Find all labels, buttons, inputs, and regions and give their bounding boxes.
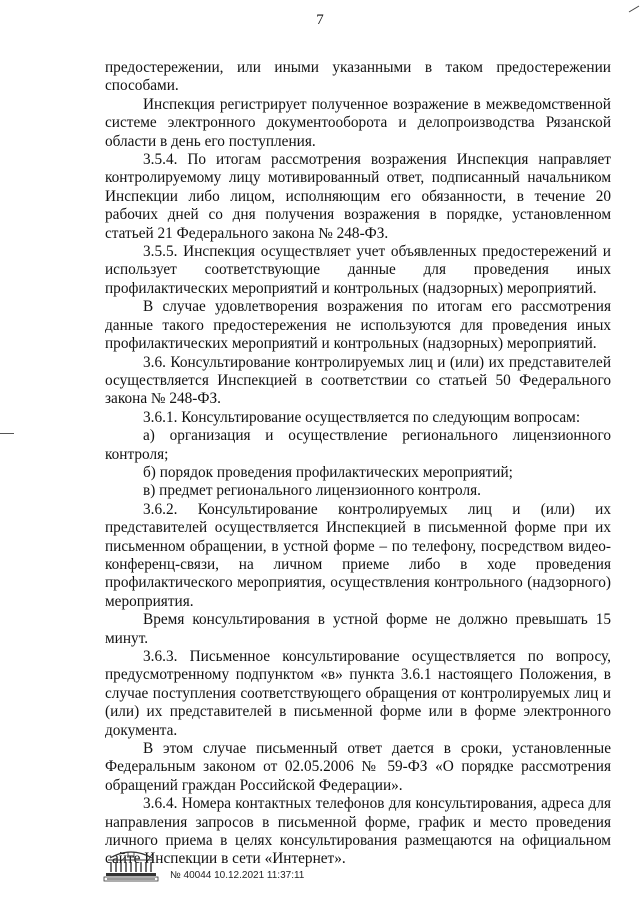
paragraph-3-6: 3.6. Консультирование контролируемых лиц и (или) их представителей осуществляется Инспекцией в соответствии со статьей 50 Федерального закона № 248-ФЗ. (105, 353, 611, 408)
paragraph-registration: Инспекция регистрирует полученное возражение в межведомственной системе электронного документооборота и делопроизводства Рязанской области в день его поступления. (105, 95, 611, 150)
paragraph-3-6-2: 3.6.2. Консультирование контролируемых лиц и (или) их представителей осуществляется Инспекцией в письменной форме при их письменном обращении, в устной форме – по телефону, посредством видео-конференц-связи, на личном приеме либо в ходе проведения профилактического мероприятия, осуществления контрольного (надзорного) мероприятия. (105, 500, 611, 610)
paragraph-3-6-1: 3.6.1. Консультирование осуществляется по следующим вопросам: (143, 408, 581, 426)
paragraph-continuation: предостережении, или иными указанными в таком предостережении способами. (105, 59, 611, 95)
paragraph-3-5-4: 3.5.4. По итогам рассмотрения возражения Инспекция направляет контролируемому лицу мотивированный ответ, подписанный начальником Инспекции либо лицом, исполняющим его обязанности, в течение 20 рабочих дней со дня получения возражения в порядке, установленном статьей 21 Федерального закона № 248-ФЗ. (105, 151, 611, 242)
paragraph-3-6-3: 3.6.3. Письменное консультирование осуществляется по вопросу, предусмотренному подпунктом «в» пункта 3.6.1 настоящего Положения, в случае поступления соответствующего обращения от контролируемых лиц и (или) их представителей в письменной форме или в форме электронного документа. (105, 648, 611, 739)
list-item-c: в) предмет регионального лицензионного контроля. (143, 482, 481, 500)
document-body (105, 59, 611, 869)
scan-edge-mark (0, 433, 14, 434)
paragraph-written-answer-terms: В этом случае письменный ответ дается в сроки, установленные Федеральным законом от 02.05.2006 № 59-ФЗ «О порядке рассмотрения обращений граждан Российской Федерации». (105, 740, 611, 794)
paragraph-3-6-4: 3.6.4. Номера контактных телефонов для консультирования, адреса для направления запросов в письменной форме, график и место проведения личного приема в целях консультирования размещаются на официальном сайте Инспекции в сети «Интернет». (105, 795, 611, 868)
government-building-stamp-icon (98, 848, 164, 882)
paragraph-oral-time-limit: Время консультирования в устной форме не должно превышать 15 минут. (105, 611, 611, 647)
page-number: 7 (316, 12, 324, 28)
paragraph-objection-satisfied: В случае удовлетворения возражения по итогам его рассмотрения данные такого предостережения не используются для проведения иных профилактических мероприятий и контрольных (надзорных) мероприятий. (105, 298, 611, 353)
list-item-b: б) порядок проведения профилактических мероприятий; (143, 463, 513, 481)
paragraph-3-5-5: 3.5.5. Инспекция осуществляет учет объявленных предостережений и использует соответствующие данные для проведения иных профилактических мероприятий и контрольных (надзорных) мероприятий. (105, 243, 611, 297)
list-item-a: а) организация и осуществление регионального лицензионного контроля; (105, 427, 611, 463)
stamp-caption: № 40044 10.12.2021 11:37:11 (170, 870, 305, 881)
scan-corner-mark (628, 0, 640, 8)
registration-stamp (98, 848, 418, 894)
